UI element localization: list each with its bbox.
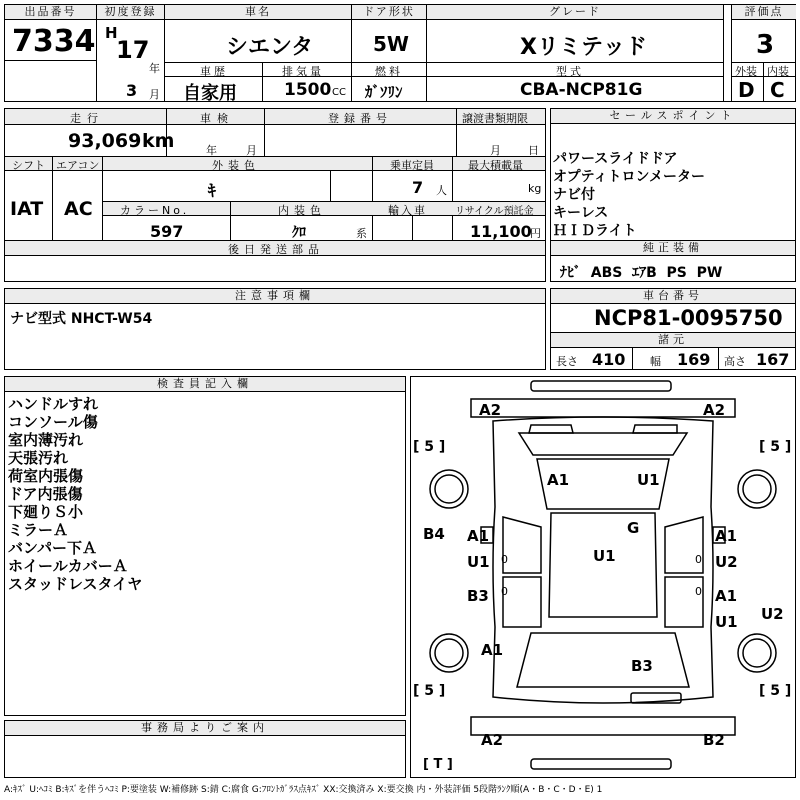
- door-label: ドア形状: [352, 5, 426, 20]
- legend: A:ｷｽﾞ U:ﾍｺﾐ B:ｷｽﾞを伴うﾍｺﾐ P:要塗装 W:補修跡 S:錆 C:腐食 G:ﾌﾛﾝﾄｶﾞﾗｽ点ｷｽﾞ XX:交換済み X:要交換 内・外装評価 5段階ﾗﾝｸ順(A・B・C・D・E) 1: [4, 785, 603, 795]
- zero-mark: 0: [501, 553, 508, 566]
- displacement-label: 排気量: [282, 65, 324, 78]
- exterior-score: D: [738, 78, 755, 102]
- damage-left-side: B4: [423, 525, 445, 543]
- displacement: 1500: [284, 80, 332, 100]
- car-name: シエンタ: [226, 35, 314, 60]
- damage-rear-left: A2: [481, 731, 504, 749]
- spare-tire: [ T ]: [423, 757, 453, 772]
- ac: AC: [64, 198, 93, 220]
- inspection-label: 車検: [200, 112, 234, 125]
- damage-rear-door-left: B3: [467, 587, 489, 605]
- damage-front-door-right-u: U2: [715, 553, 738, 571]
- sales-item: ＨＩＤライト: [553, 223, 637, 239]
- lot-label: 出品番号: [5, 5, 96, 20]
- load-unit: kg: [528, 182, 542, 195]
- inspector-label: 検査員記入欄: [5, 377, 405, 392]
- fuel: ｶﾞｿﾘﾝ: [365, 83, 403, 101]
- later-label: 後日発送部品: [228, 243, 324, 256]
- inspection-year-unit: 年: [206, 144, 217, 157]
- interior-label: 内装: [767, 65, 789, 78]
- reg-year: 17: [116, 36, 150, 64]
- damage-rear-glass: B3: [631, 657, 653, 675]
- color: ｷ: [208, 181, 217, 200]
- height-label: 高さ: [724, 355, 746, 368]
- tire-rear-left: [ 5 ]: [413, 683, 446, 699]
- tire-front-left: [ 5 ]: [413, 439, 446, 455]
- tire-front-right: [ 5 ]: [759, 439, 792, 455]
- inspector-item: 荷室内張傷: [8, 467, 84, 485]
- model-label: 型式: [556, 65, 584, 78]
- inspector-item: 下廻りＳ小: [8, 503, 84, 521]
- damage-rear-right: B2: [703, 731, 725, 749]
- car-name-label: 車名: [165, 5, 351, 20]
- inspector-item: 室内薄汚れ: [8, 431, 84, 449]
- damage-hood-right: U1: [637, 471, 660, 489]
- width: 169: [677, 350, 711, 369]
- length: 410: [592, 350, 626, 369]
- damage-rear-door-right-u: U1: [715, 613, 738, 631]
- regno-label: 登録番号: [328, 112, 392, 125]
- intcolor-unit: 系: [356, 227, 367, 240]
- inspector-item: ドア内張傷: [8, 485, 83, 503]
- damage-front-door-right-a: A1: [715, 527, 738, 545]
- era: H: [105, 24, 118, 42]
- recycle-label: リサイクル預託金: [455, 206, 534, 217]
- ac-label: エアコン: [56, 159, 100, 172]
- damage-hood-left: A1: [547, 471, 570, 489]
- sales-item: オプティトロンメーター: [553, 169, 706, 185]
- recycle: 11,100: [470, 222, 532, 241]
- office-label: 事務局よりご案内: [5, 721, 405, 736]
- year-unit: 年: [149, 62, 160, 75]
- lot-number: 7334: [12, 24, 96, 59]
- inspector-item: コンソール傷: [8, 413, 98, 431]
- car-diagram-drawing: [411, 377, 795, 777]
- load-label: 最大積載量: [468, 159, 523, 172]
- transfer-day-unit: 日: [528, 144, 539, 157]
- car-diagram: [410, 376, 796, 778]
- height: 167: [756, 350, 790, 369]
- zero-mark: 0: [695, 553, 702, 566]
- damage-front-door-left-a: A1: [467, 527, 490, 545]
- sales-item: パワースライドドア: [553, 151, 678, 167]
- grade: Xリミテッド: [520, 35, 647, 60]
- damage-roof-g: G: [627, 519, 640, 537]
- damage-front-door-left-u: U1: [467, 553, 490, 571]
- inspector-item: 天張汚れ: [8, 449, 69, 467]
- history-label: 車歴: [200, 65, 228, 78]
- sales-label: セールスポイント: [551, 109, 795, 124]
- length-label: 長さ: [556, 355, 578, 368]
- intcolor-label: 内装色: [278, 204, 326, 217]
- inspector-item: スタッドレスタイヤ: [8, 575, 143, 593]
- inspector-item: バンパー下Ａ: [8, 539, 97, 557]
- mileage-unit: km: [142, 130, 175, 152]
- inspector-item: ミラーＡ: [8, 521, 69, 539]
- door-type: 5W: [373, 32, 409, 56]
- colorno-label: カラーNo.: [120, 204, 190, 217]
- transfer-month-unit: 月: [490, 144, 501, 157]
- sales-item: ナビ付: [553, 187, 595, 203]
- mileage-label: 走行: [70, 112, 104, 125]
- reg-month: 3: [126, 81, 138, 100]
- notes-label: 注意事項欄: [5, 289, 545, 304]
- damage-rear-door-right-a: A1: [715, 587, 738, 605]
- damage-rear-fender-left: A1: [481, 641, 504, 659]
- colorno: 597: [150, 222, 184, 241]
- damage-front-right: A2: [703, 401, 726, 419]
- fuel-label: 燃料: [375, 65, 403, 78]
- damage-roof-u: U1: [593, 547, 616, 565]
- mileage: 93,069: [68, 130, 142, 152]
- grade-label: グレード: [427, 5, 723, 20]
- sales-list: [553, 150, 705, 240]
- inspector-item: ハンドルすれ: [8, 395, 99, 413]
- dims-label: 諸元: [551, 333, 795, 348]
- shift: IAT: [10, 198, 44, 220]
- chassis-label: 車台番号: [551, 289, 795, 304]
- reg-label: 初度登録: [97, 5, 164, 20]
- equipment-label: 純正装備: [551, 241, 795, 256]
- import-label: 輸入車: [388, 204, 427, 217]
- capacity: 7: [412, 178, 424, 197]
- tire-rear-right: [ 5 ]: [759, 683, 792, 699]
- damage-front-left: A2: [479, 401, 502, 419]
- transfer-label: 譲渡書類期限: [462, 112, 528, 125]
- recycle-unit: 円: [530, 227, 541, 240]
- inspector-list: [8, 395, 142, 593]
- color-label: 外装色: [212, 159, 260, 172]
- damage-right-side: U2: [761, 605, 784, 623]
- capacity-label: 乗車定員: [390, 159, 434, 172]
- inspector-item: ホイールカバーＡ: [8, 557, 128, 575]
- interior-score: C: [770, 78, 785, 102]
- zero-mark: 0: [695, 585, 702, 598]
- exterior-label: 外装: [735, 65, 757, 78]
- chassis-number: NCP81-0095750: [594, 306, 783, 330]
- displacement-unit: CC: [332, 87, 346, 98]
- capacity-unit: 人: [436, 184, 447, 197]
- score: 3: [756, 30, 775, 60]
- model: CBA-NCP81G: [520, 80, 643, 100]
- width-label: 幅: [650, 355, 661, 368]
- shift-label: シフト: [12, 159, 45, 172]
- equipment: ﾅﾋﾞ ABS ｴｱB PS PW: [560, 265, 723, 281]
- score-label: 評価点: [732, 5, 796, 20]
- notes: ナビ型式 NHCT-W54: [10, 311, 153, 327]
- month-unit: 月: [149, 88, 160, 101]
- intcolor: ｸﾛ: [292, 225, 306, 241]
- history: 自家用: [183, 83, 237, 104]
- sales-item: キーレス: [553, 205, 609, 221]
- inspection-month-unit: 月: [246, 144, 257, 157]
- zero-mark: 0: [501, 585, 508, 598]
